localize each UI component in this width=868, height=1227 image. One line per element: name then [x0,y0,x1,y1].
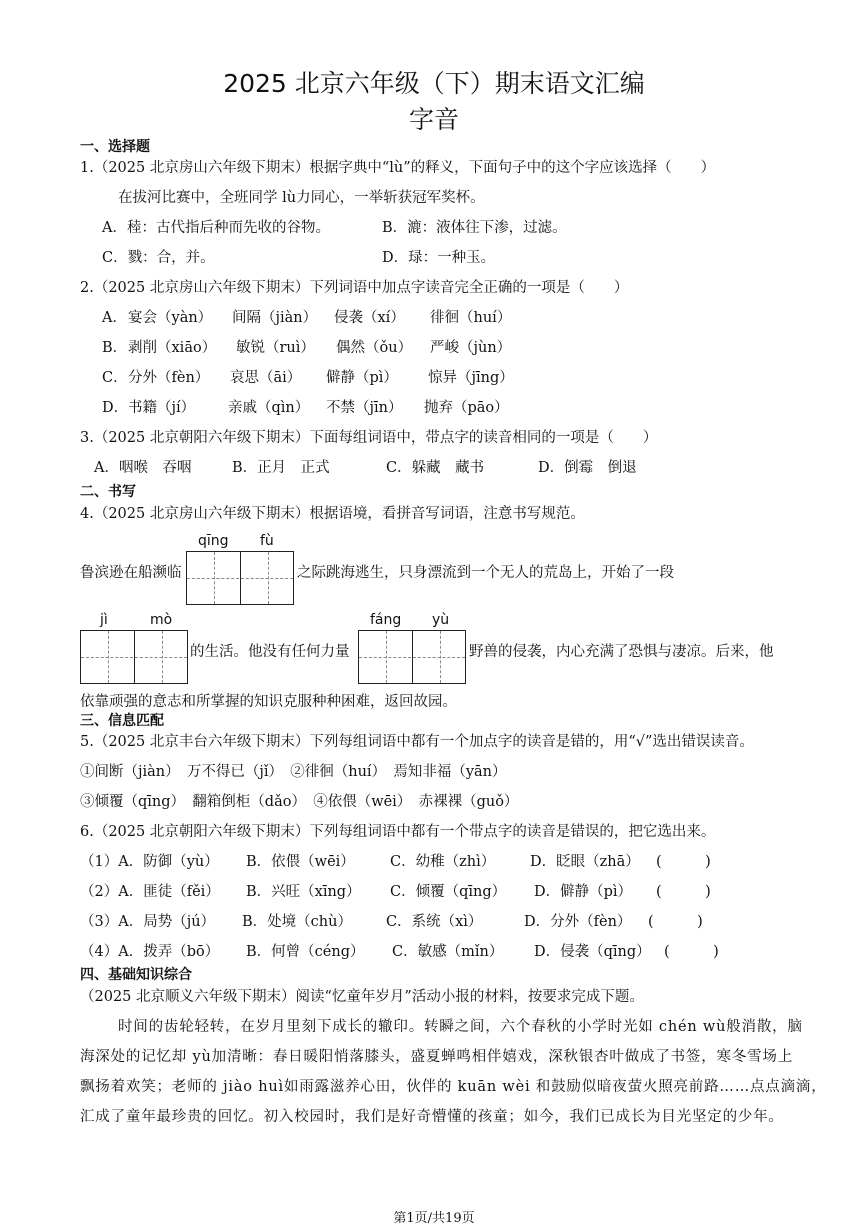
question-2-option-letter: D． [102,400,129,416]
passage-line: 海深处的记忆却 yù加清晰：春日暖阳悄落膝头，盛夏蝉鸣相伴嬉戏，深秋银杏叶做成了书签，寒冬雪场上 [80,1049,794,1065]
question-6-option: C．敏感（mǐn） [392,944,504,960]
answer-blank[interactable]: ( ) [648,914,703,930]
section-heading-matching: 三、信息匹配 [80,713,164,729]
question-5-stem: 5.（2025 北京丰台六年级下期末）下列每组词语中都有一个加点字的读音是错的，用“√”选出错误读音。 [80,734,754,750]
document-subtitle: 字音 [408,105,459,134]
question-5-row-1: ①间断（jiàn） 万不得已（jǐ） ②徘徊（huí） 焉知非福（yān） [80,764,507,780]
question-2-word: 分外（fèn） [128,370,210,386]
question-1-option-c: C．戮：合，并。 [102,250,215,266]
passage-line: 飘扬着欢笑；老师的 jiào huì如雨露滋养心田，伙伴的 kuān wèi 和鼓励似暗夜萤火照亮前路……点点滴滴， [80,1079,827,1095]
pinyin-label: jì [100,612,108,628]
question-6-option: （1）A．防御（yù） [80,854,219,870]
question-2-stem: 2.（2025 北京房山六年级下期末）下列词语中加点字读音完全正确的一项是（ ） [80,280,629,296]
question-3-option-c: C．躲藏 藏书 [386,460,485,476]
pinyin-label: yù [432,612,450,628]
question-6-option: （2）A．匪徒（fěi） [80,884,220,900]
answer-blank[interactable]: ( ) [656,854,711,870]
question-2-word: 哀思（āi） [230,370,302,386]
question-2-word: 僻静（pì） [326,370,398,386]
pinyin-label: qīng [198,533,229,549]
question-2-option-letter: C． [102,370,128,386]
question-6-option: B．何曾（céng） [246,944,365,960]
question-5-row-2: ③倾覆（qīng） 翻箱倒柜（dǎo） ④依偎（wēi） 赤裸裸（guǒ） [80,794,519,810]
question-2-word: 间隔（jiàn） [232,310,318,326]
question-2-word: 严峻（jùn） [430,340,512,356]
pinyin-label: mò [150,612,173,628]
question-3-option-d: D．倒霉 倒退 [538,460,637,476]
question-6-option: （4）A．拨弄（bō） [80,944,220,960]
question-2-word: 宴会（yàn） [128,310,213,326]
pinyin-label: fù [260,533,274,549]
question-4-stem: 4.（2025 北京房山六年级下期末）根据语境，看拼音写词语，注意书写规范。 [80,506,585,522]
question-6-option: （3）A．局势（jú） [80,914,216,930]
question-6-option: D．眨眼（zhā） [530,854,640,870]
question-3-stem: 3.（2025 北京朝阳六年级下期末）下面每组词语中，带点字的读音相同的一项是（ ） [80,430,658,446]
question-4-line-2-middle: 的生活。他没有任何力量 [190,644,350,660]
question-6-option: D．分外（fèn） [524,914,632,930]
question-2-word: 抛弃（pāo） [424,400,509,416]
writing-grid-jimo[interactable] [80,630,188,684]
passage-line: 时间的齿轮轻转，在岁月里刻下成长的辙印。转瞬之间，六个春秋的小学时光如 chén wù般消散，脑 [118,1019,803,1035]
question-2-word: 剥削（xiāo） [128,340,217,356]
question-1-stem: 1.（2025 北京房山六年级下期末）根据字典中“lù”的释义，下面句子中的这个字应该选择（ ） [80,160,716,176]
section-heading-comprehensive: 四、基础知识综合 [80,967,192,983]
question-2-word: 偶然（ǒu） [336,340,413,356]
question-6-option: D．侵袭（qīng） [534,944,651,960]
question-1-option-b: B．漉：液体往下渗，过滤。 [382,220,567,236]
question-4-line-2-end: 野兽的侵袭，内心充满了恐惧与凄凉。后来，他 [469,644,774,660]
question-6-option: C．系统（xì） [386,914,483,930]
question-6-option: D．僻静（pì） [534,884,633,900]
question-6-option: C．倾覆（qīng） [390,884,507,900]
question-6-stem: 6.（2025 北京朝阳六年级下期末）下列每组词语中都有一个带点字的读音是错误的，把它选出来。 [80,824,716,840]
question-7-stem: （2025 北京顺义六年级下期末）阅读“忆童年岁月”活动小报的材料，按要求完成下题。 [80,989,644,1005]
question-3-option-a: A．咽喉 吞咽 [94,460,192,476]
question-6-option: B．依偎（wēi） [246,854,355,870]
question-2-option-letter: A． [102,310,127,326]
question-3-option-b: B．正月 正式 [232,460,330,476]
question-2-word: 不禁（jīn） [326,400,403,416]
question-2-word: 侵袭（xí） [334,310,405,326]
question-6-option: B．处境（chù） [242,914,352,930]
question-2-option-letter: B． [102,340,128,356]
writing-grid-qingfu[interactable] [186,551,294,605]
question-2-word: 敏锐（ruì） [236,340,315,356]
question-2-word: 惊异（jīng） [428,370,514,386]
page-number-footer: 第1页/共19页 [393,1211,475,1226]
section-heading-writing: 二、书写 [80,484,136,500]
question-6-option: C．幼稚（zhì） [390,854,496,870]
answer-blank[interactable]: ( ) [656,884,711,900]
question-2-word: 书籍（jí） [128,400,196,416]
question-2-word: 徘徊（huí） [430,310,512,326]
question-2-word: 亲戚（qìn） [228,400,310,416]
passage-line: 汇成了童年最珍贵的回忆。初入校园时，我们是好奇懵懂的孩童；如今，我们已成长为目光坚定的少年。 [80,1109,784,1125]
question-4-line-1-end: 之际跳海逃生，只身漂流到一个无人的荒岛上，开始了一段 [297,565,674,581]
answer-blank[interactable]: ( ) [664,944,719,960]
document-title: 2025 北京六年级（下）期末语文汇编 [223,69,645,98]
question-1-option-d: D．琭：一种玉。 [382,250,496,266]
question-4-line-1-start: 鲁滨逊在船濒临 [80,565,182,581]
writing-grid-fangyu[interactable] [358,630,466,684]
pinyin-label: fáng [370,612,402,628]
question-1-option-a: A．稑：古代指后种而先收的谷物。 [102,220,330,236]
question-1-sentence: 在拔河比赛中，全班同学 lù力同心，一举斩获冠军奖杯。 [118,190,485,206]
question-4-line-3: 依靠顽强的意志和所掌握的知识克服种种困难，返回故园。 [80,694,457,710]
question-6-option: B．兴旺（xīng） [246,884,361,900]
section-heading-choice: 一、选择题 [80,139,150,155]
